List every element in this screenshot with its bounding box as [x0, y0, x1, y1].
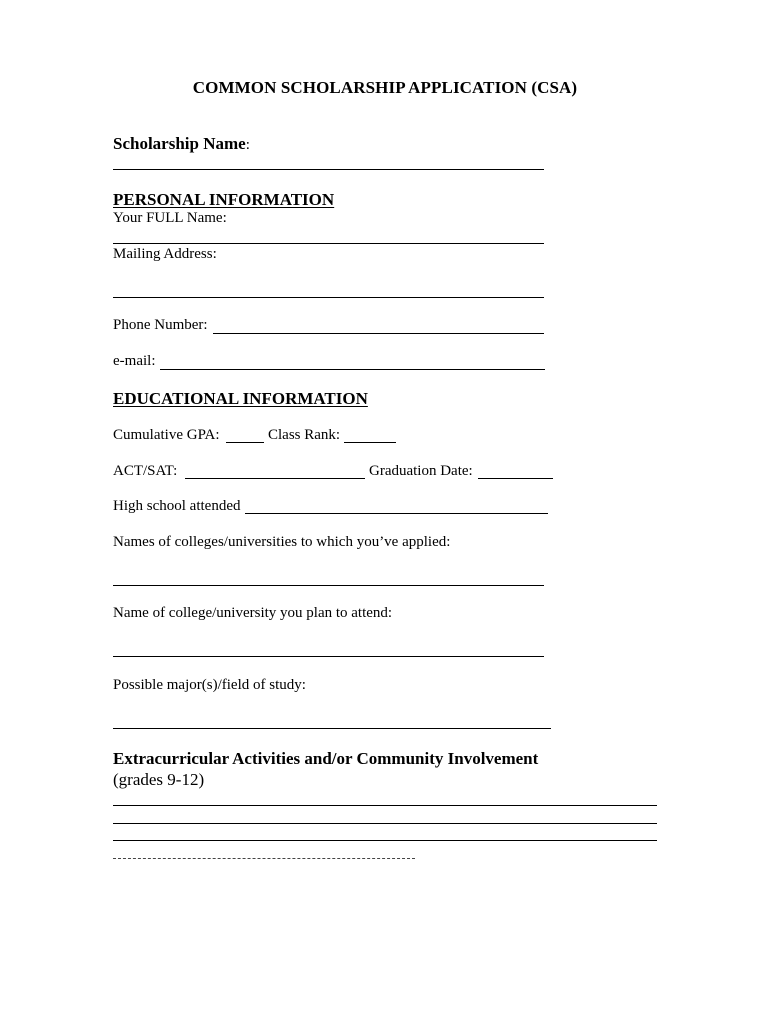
class-rank-field[interactable]: [344, 442, 396, 443]
form-title: COMMON SCHOLARSHIP APPLICATION (CSA): [192, 78, 578, 97]
colleges-applied-field[interactable]: [113, 585, 544, 586]
extracurricular-line-4[interactable]: [113, 858, 415, 859]
class-rank-label: Class Rank:: [268, 427, 341, 443]
personal-info-heading: PERSONAL INFORMATION: [113, 190, 335, 209]
scholarship-name-colon: :: [245, 137, 250, 153]
scholarship-name-label: Scholarship Name: [113, 134, 246, 153]
phone-number-field[interactable]: [213, 333, 544, 334]
extracurricular-line-2[interactable]: [113, 823, 657, 824]
graduation-date-field[interactable]: [478, 478, 553, 479]
act-sat-label: ACT/SAT:: [113, 463, 178, 479]
gpa-field[interactable]: [226, 442, 264, 443]
grades-note: (grades 9-12): [113, 770, 205, 789]
major-field[interactable]: [113, 728, 551, 729]
extracurricular-line-3[interactable]: [113, 840, 657, 841]
colleges-applied-label: Names of colleges/universities to which you’ve applied:: [113, 534, 451, 550]
major-label: Possible major(s)/field of study:: [113, 677, 306, 693]
phone-number-label: Phone Number:: [113, 317, 208, 333]
high-school-label: High school attended: [113, 498, 241, 514]
scholarship-name-field[interactable]: [113, 169, 544, 170]
gpa-label: Cumulative GPA:: [113, 427, 220, 443]
college-plan-label: Name of college/university you plan to attend:: [113, 605, 393, 621]
email-label: e-mail:: [113, 353, 156, 369]
extracurricular-line-1[interactable]: [113, 805, 657, 806]
educational-info-heading: EDUCATIONAL INFORMATION: [113, 389, 368, 408]
high-school-field[interactable]: [245, 513, 548, 514]
full-name-field[interactable]: [113, 243, 544, 244]
extracurricular-heading: Extracurricular Activities and/or Community Involvement: [113, 749, 539, 768]
college-plan-field[interactable]: [113, 656, 544, 657]
full-name-label: Your FULL Name:: [113, 210, 227, 226]
graduation-date-label: Graduation Date:: [369, 463, 473, 479]
mailing-address-field[interactable]: [113, 297, 544, 298]
email-field[interactable]: [160, 369, 545, 370]
mailing-address-label: Mailing Address:: [113, 246, 217, 262]
act-sat-field[interactable]: [185, 478, 365, 479]
scholarship-name-label-row: [113, 134, 250, 154]
